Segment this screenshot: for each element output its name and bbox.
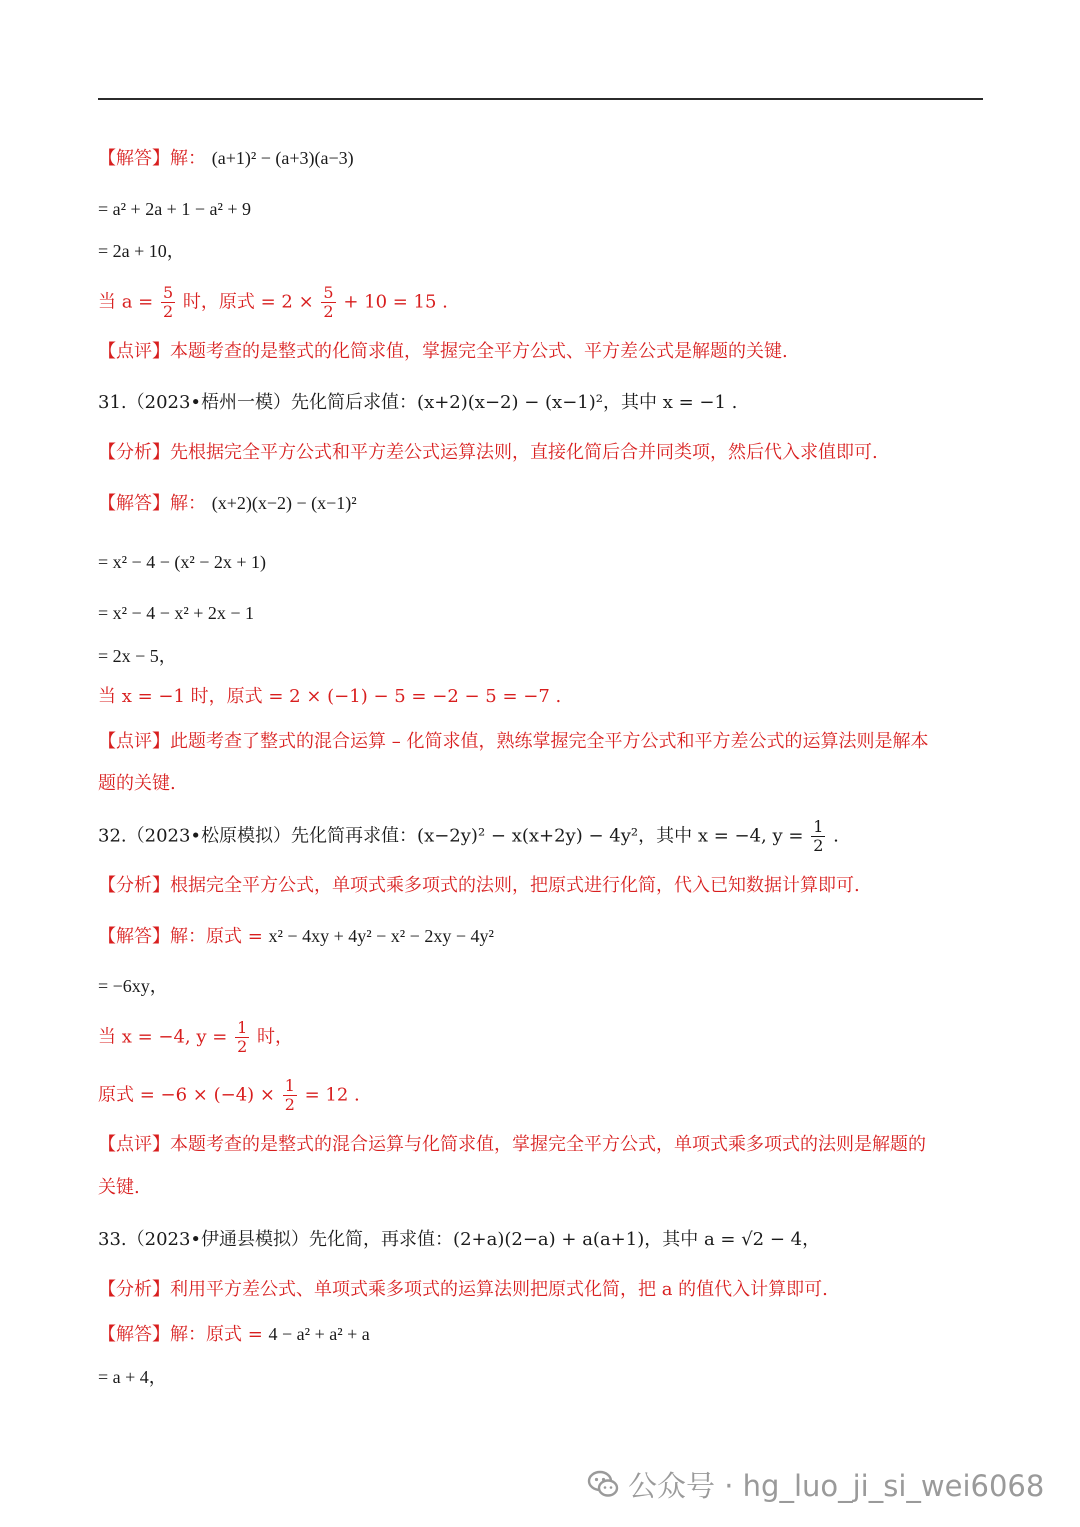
comment-tag: 【点评】 — [98, 1134, 170, 1155]
answer-tag: 【解答】 — [98, 1324, 170, 1345]
header-rule — [98, 98, 983, 100]
step-line: = x² − 4 − x² + 2x − 1 — [98, 603, 255, 623]
problem-33: 33.（2023•伊通县模拟）先化简，再求值：(2+a)(2−a) + a(a+1)，其中 a = √2 − 4， — [98, 1229, 821, 1250]
condition-line: 当 x = −4, y = $\frac{1}{2}$ 时， — [98, 1018, 293, 1056]
comment-tag: 【点评】 — [98, 341, 170, 362]
problem-32: 32.（2023•松原模拟）先化简再求值：(x−2y)² − x(x+2y) − 4y²，其中 x = −4, y = $\frac{1}{2}$ . — [98, 817, 839, 855]
analysis-line: 【分析】先根据完全平方公式和平方差公式运算法则，直接化简后合并同类项，然后代入求值即可. — [98, 442, 878, 463]
analysis-tag: 【分析】 — [98, 442, 170, 463]
step-line: = 2x − 5， — [98, 646, 177, 666]
problem-31: 31.（2023•梧州一模）先化简后求值：(x+2)(x−2) − (x−1)²，其中 x = −1 . — [98, 392, 738, 413]
comment-tag: 【点评】 — [98, 731, 170, 752]
fraction: $\frac{1}{2}$ — [237, 1018, 248, 1056]
watermark-text: 公众号 · hg_luo_ji_si_wei6068 — [628, 1468, 1045, 1503]
fraction: $\frac{1}{2}$ — [284, 1076, 295, 1114]
comment-line: 【点评】此题考查了整式的混合运算 – 化简求值，熟练掌握完全平方公式和平方差公式的运算法则是解本 — [98, 731, 929, 752]
analysis-tag: 【分析】 — [98, 1279, 170, 1300]
comment-line: 【点评】本题考查的是整式的混合运算与化简求值，掌握完全平方公式，单项式乘多项式的法则是解题的 — [98, 1134, 926, 1155]
analysis-tag: 【分析】 — [98, 875, 170, 896]
analysis-line: 【分析】利用平方差公式、单项式乘多项式的运算法则把原式化简，把 a 的值代入计算即可. — [98, 1279, 828, 1300]
answer-line: 【解答】解：原式 = x² − 4xy + 4y² − x² − 2xy − 4y² — [98, 926, 494, 947]
wechat-icon — [586, 1467, 620, 1501]
step-line: = a + 4， — [98, 1367, 167, 1387]
step-line: = −6xy， — [98, 976, 168, 996]
comment-continuation: 关键. — [98, 1177, 140, 1198]
answer-line-1: 【解答】解： (a+1)² − (a+3)(a−3) — [98, 148, 354, 169]
substitution-line: 当 x = −1 时，原式 = 2 × (−1) − 5 = −2 − 5 = −7 . — [98, 686, 562, 707]
watermark — [586, 1464, 1044, 1504]
comment-line: 【点评】本题考查的是整式的化简求值，掌握完全平方公式、平方差公式是解题的关键. — [98, 341, 788, 362]
fraction: $\frac{5}{2}$ — [323, 283, 334, 321]
analysis-line: 【分析】根据完全平方公式，单项式乘多项式的法则，把原式进行化简，代入已知数据计算即可. — [98, 875, 860, 896]
answer-line: 【解答】解： (x+2)(x−2) − (x−1)² — [98, 493, 357, 514]
fraction: $\frac{5}{2}$ — [162, 283, 174, 321]
comment-continuation: 题的关键. — [98, 773, 176, 794]
step-line: = x² − 4 − (x² − 2x + 1) — [98, 552, 267, 572]
step-line: = 2a + 10， — [98, 241, 185, 261]
step-line: = a² + 2a + 1 − a² + 9 — [98, 199, 252, 219]
answer-tag: 【解答】 — [98, 926, 170, 947]
result-line: 原式 = −6 × (−4) × $\frac{1}{2}$ = 12 . — [98, 1076, 360, 1114]
answer-tag: 【解答】 — [98, 493, 170, 514]
fraction: $\frac{1}{2}$ — [813, 817, 824, 855]
answer-line: 【解答】解：原式 = 4 − a² + a² + a — [98, 1324, 370, 1345]
answer-tag: 【解答】 — [98, 148, 170, 169]
substitution-line: 当 a = $\frac{5}{2}$ 时，原式 = 2 × $\frac{5}{2}$ + 10 = 15 . — [98, 283, 448, 321]
